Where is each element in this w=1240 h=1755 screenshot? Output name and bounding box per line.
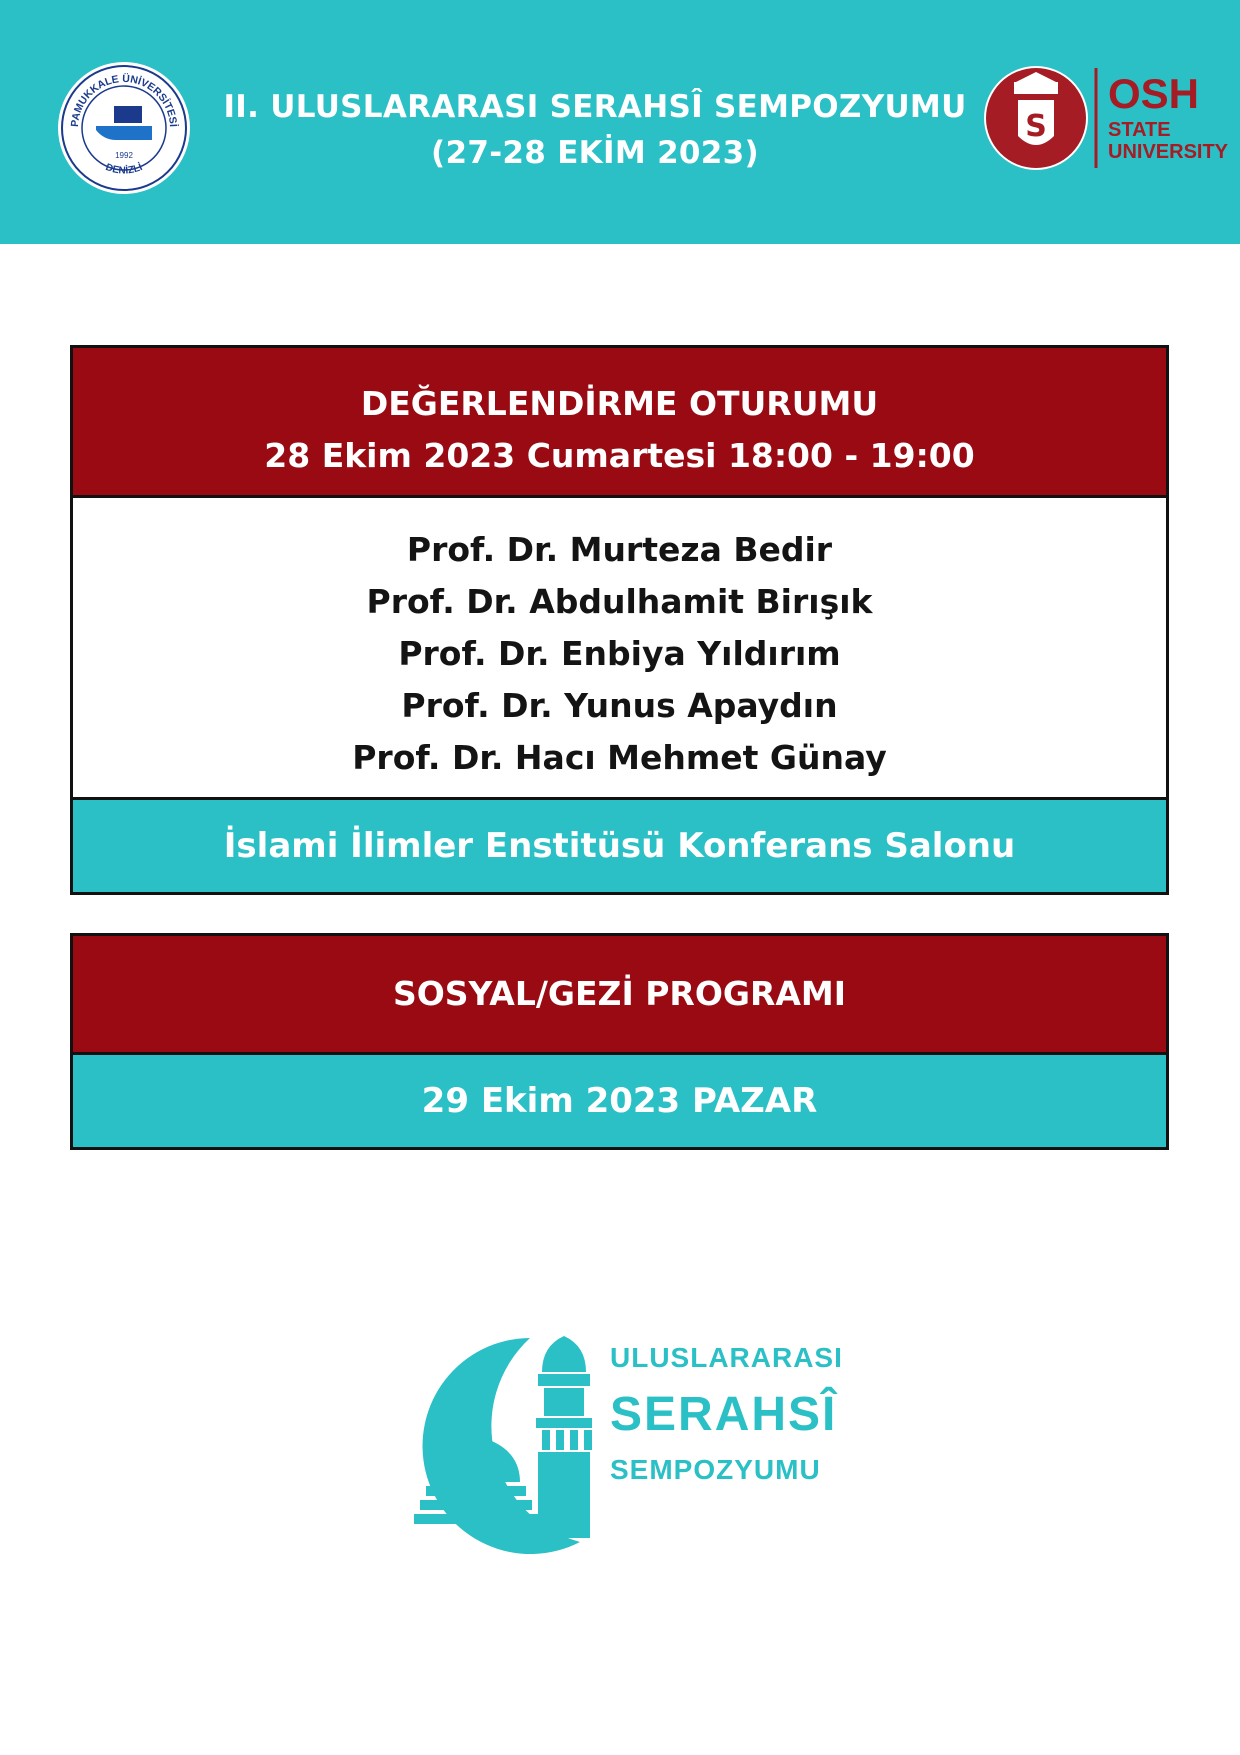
participant-name: Prof. Dr. Murteza Bedir	[406, 530, 833, 569]
logo-text-line-3: SEMPOZYUMU	[610, 1454, 821, 1485]
pamukkale-university-logo	[56, 60, 192, 196]
svg-text:PAMUKKALE ÜNİVERSİTESİ: PAMUKKALE ÜNİVERSİTESİ	[68, 72, 180, 128]
title-line-1: II. ULUSLARARASI SERAHSÎ SEMPOZYUMU	[223, 89, 967, 125]
svg-text:OSH: OSH	[1108, 70, 1200, 117]
osh-state-university-logo	[992, 56, 1229, 180]
evaluation-session-box	[70, 345, 1169, 895]
participant-list	[73, 498, 1166, 800]
session-header	[73, 348, 1166, 498]
svg-text:S: S	[1025, 109, 1047, 144]
title-line-2: (27-28 EKİM 2023)	[430, 135, 760, 171]
session-venue: İslami İlimler Enstitüsü Konferans Salonu	[73, 800, 1166, 892]
svg-text:STATE: STATE	[1108, 119, 1171, 141]
participant-name: Prof. Dr. Yunus Apaydın	[401, 686, 838, 725]
session-title: DEĞERLENDİRME OTURUMU	[360, 384, 879, 423]
symposium-title	[200, 84, 990, 176]
social-program-title: SOSYAL/GEZİ PROGRAMI	[73, 936, 1166, 1055]
svg-text:DENİZLİ: DENİZLİ	[104, 162, 145, 177]
logo-text-line-2: SERAHSÎ	[610, 1388, 838, 1441]
participant-name: Prof. Dr. Hacı Mehmet Günay	[352, 738, 887, 777]
logo-text-line-1: ULUSLARARASI	[610, 1342, 843, 1373]
svg-text:1992: 1992	[115, 151, 133, 160]
participant-name: Prof. Dr. Enbiya Yıldırım	[398, 634, 841, 673]
svg-text:UNIVERSITY: UNIVERSITY	[1108, 141, 1229, 163]
serahsi-logo-text	[610, 1340, 880, 1488]
social-program-box	[70, 933, 1169, 1150]
session-datetime: 28 Ekim 2023 Cumartesi 18:00 - 19:00	[264, 436, 975, 475]
social-program-date: 29 Ekim 2023 PAZAR	[73, 1055, 1166, 1147]
participant-name: Prof. Dr. Abdulhamit Birışık	[366, 582, 873, 621]
header-banner	[0, 0, 1240, 244]
